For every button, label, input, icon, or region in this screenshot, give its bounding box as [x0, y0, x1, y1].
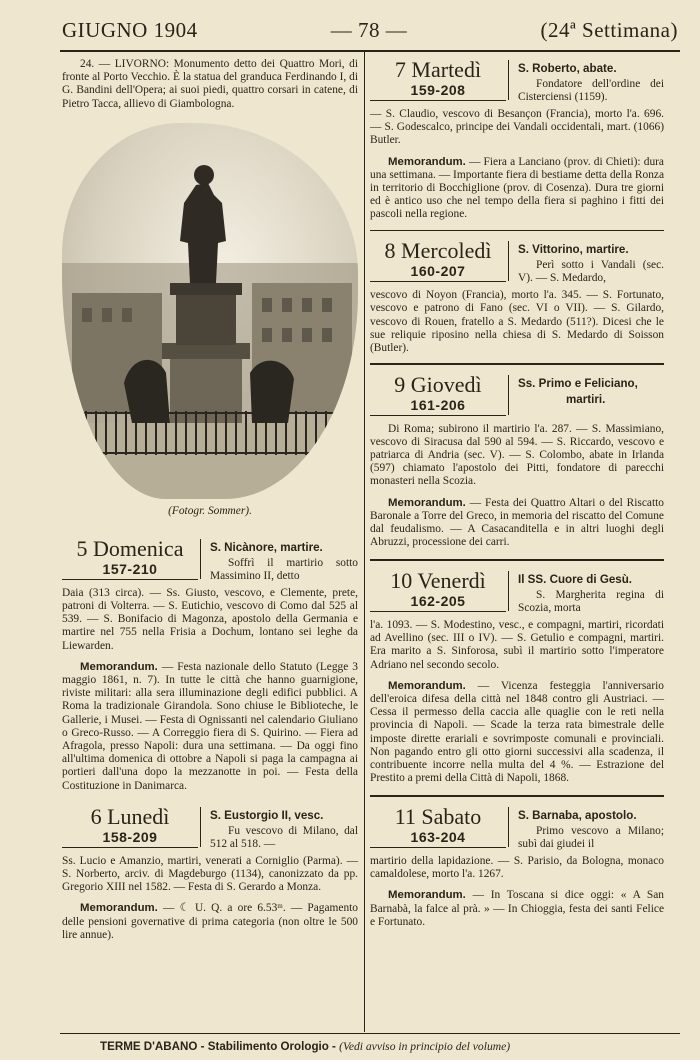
day-8-header [370, 239, 664, 289]
day-5-text: Daia (313 circa). — Ss. Giusto, vescovo, e Clemente, prete, patroni di Volterra. — S. Eutichio, vescovo di Como dal 525 al 539. — S. Bonifacio di Magonza, apostolo della Germania e martire nel 755 nella Frisia a Dochum, lontano sei leghe da Liewarden. [62, 586, 358, 652]
day-5-memo [62, 661, 358, 793]
day-11-memo-text: — In Toscana si dice oggi: « A San Barnabà, la falce al prà. » — In Chioggia, festa dei santi Felice e Fortunato. [370, 889, 664, 928]
day-10-memo-label: Memorandum. [388, 679, 466, 692]
day-6-header [62, 805, 358, 855]
day-5-numbers: 157-210 [102, 560, 158, 577]
day-9-memo [370, 497, 664, 550]
monument-illustration [62, 123, 358, 499]
page-header [62, 18, 678, 48]
day-6-lead: Fu vescovo di Milano, dal 512 al 518. — [210, 824, 358, 851]
day-7-memo [370, 156, 664, 222]
day-10-numbers: 162-205 [410, 592, 466, 609]
day-10-header [370, 569, 664, 619]
day-11-saint: S. Barnaba, apostolo. [518, 808, 637, 822]
page-footer [100, 1040, 680, 1053]
footer-note: (Vedi avviso in principio del volume) [339, 1040, 511, 1053]
week-label: (24ª Settimana) [540, 18, 678, 42]
day-11-header [370, 805, 664, 855]
day-11-memo-label: Memorandum. [388, 889, 466, 902]
day-11-memo [370, 889, 664, 929]
day-11-lead: Primo vescovo a Milano; subì dai giudei il [518, 824, 664, 851]
day-10-lead: S. Margherita regina di Scozia, morta [518, 588, 664, 615]
day-7-header [370, 58, 664, 108]
day-9-saint-line2: martiri. [566, 392, 606, 406]
day-9-separator [370, 559, 664, 561]
day-8-separator [370, 363, 664, 365]
day-10-separator [370, 795, 664, 797]
day-9-numbers: 161-206 [410, 396, 466, 413]
day-10-name: 10 Venerdì [390, 567, 486, 593]
day-6-memo [62, 902, 358, 942]
day-9-header [370, 373, 664, 423]
day-8-numbers: 160-207 [410, 263, 466, 280]
day-10-memo-text: — Vicenza festeggia l'anniversario dell'eroica difesa della città nel 1848 contro gli Austriaci. — Cessa il permesso della caccia alle quaglie con le reti nella provincia di Napoli. — Scade la terza rata bimestrale delle imposte dirette erariali e sovrimposte comunali e provinciali. Non pagando entro gli otto giorni successivi alla scadenza, il contribuente incorre nella multa del 4 %. — Estrazione del Prestito a premi della Città di Napoli, 1868. [370, 679, 664, 785]
day-7-memo-label: Memorandum. [388, 155, 466, 168]
right-column [370, 58, 664, 929]
day-5-saint: S. Nicànore, martire. [210, 540, 323, 554]
day-6-name: 6 Lunedì [90, 803, 170, 829]
day-8-name: 8 Mercoledì [384, 238, 492, 264]
day-9-name: 9 Giovedì [394, 371, 482, 397]
day-11-text: martirio della lapidazione. — S. Parisio, da Bologna, monaco camaldolese, morto l'a. 1267. [370, 854, 664, 881]
day-7-name: 7 Martedì [394, 57, 482, 82]
monument-photo [62, 123, 358, 499]
day-9-saint: Ss. Primo e Feliciano, [518, 376, 638, 390]
day-6-saint: S. Eustorgio II, vesc. [210, 808, 324, 822]
photo-caption: (Fotogr. Sommer). [168, 504, 252, 517]
day-7-saint: S. Roberto, abate. [518, 62, 617, 75]
day-7-text: — S. Claudio, vescovo di Besançon (Francia), morto l'a. 696. — S. Godescalco, principe dei Vandali occidentali, mart. (1066) Butler. [370, 108, 664, 147]
day-7-memo-text: — Fiera a Lanciano (prov. di Chieti): dura una settimana. — Importante fiera di bestiame detta della Ronza in territorio di Bocchiglione (prov. di Cosenza). Dura tre giorni ed è antico uso che nel tempo della fiera si paghino i fitti dei pascoli nella regione. [370, 155, 664, 221]
day-9-memo-text: — Festa dei Quattro Altari o del Riscatto Baronale a Torre del Greco, in memoria del riscatto del Comune dal feudalismo. — A Casacanditella e in altri luoghi degli Abruzzi, processione dei carri. [370, 496, 664, 549]
day-5-memo-text: — Festa nazionale dello Statuto (Legge 3 maggio 1861, n. 7). In tutte le città che hanno guarnigione, riviste militari: alla sera illuminazione degli edifici pubblici. A Roma la tradizionale Girandola. Sono chiuse le Biblioteche, le Gallerie, i Musei. — Festa di Ognissanti nel calendario Giuliano o Greco-Russo. — A Correggio fiera di S. Quirino. — Fiera ad Afragola, presso Napoli: dura una settimana. — Da oggi fino all'ultima domenica di ottobre a Napoli si paga la campagna ai portieri dall'una dopo la mezzanotte in poi. — Festa della Costituzione in Danimarca. [62, 660, 358, 792]
footer-rule [60, 1033, 680, 1034]
day-9-text: Di Roma; subirono il martirio l'a. 287. — S. Massimiano, vescovo di Siracusa dal 590 al 594. — S. Riccardo, vescovo e patriarca di Andria (sec. V). — S. Colombo, abate in Irlanda (597) chiamato l'apostolo dei Pitti, fondatore di parecchi monasteri nella Scozia. [370, 422, 664, 488]
column-divider [364, 52, 365, 1032]
day-10-saint: Il SS. Cuore di Gesù. [518, 572, 633, 586]
day-7-lead: Fondatore dell'ordine dei Cisterciensi (1159). [518, 78, 664, 104]
day-6-text: Ss. Lucio e Amanzio, martiri, venerati a Corniglio (Parma). — S. Norberto, arciv. di Magdeburgo (1134), canonizzato da pp. Gregorio XIII nel 1582. — Festa di S. Gerardo a Monza. [62, 854, 358, 894]
day-8-lead: Perì sotto i Vandali (sec. V). — S. Medardo, [518, 259, 664, 285]
day-9-memo-label: Memorandum. [388, 496, 466, 509]
day-7-numbers: 159-208 [410, 82, 466, 98]
month-year: GIUGNO 1904 [62, 18, 198, 42]
header-rule [60, 50, 680, 52]
day-10-memo [370, 680, 664, 786]
day-6-numbers: 158-209 [102, 828, 158, 845]
day-5-memo-label: Memorandum. [80, 660, 158, 673]
day-11-numbers: 163-204 [410, 828, 466, 845]
page-number: — 78 — [330, 18, 408, 42]
day-11-name: 11 Sabato [394, 803, 482, 829]
day-5-lead: Soffrì il martirio sotto Massimino II, detto [210, 556, 358, 583]
day-7-separator [370, 230, 664, 232]
day-8-text: vescovo di Noyon (Francia), morto l'a. 345. — S. Fortunato, vescovo e patrono di Fano (sec. VI o VII). — S. Gilardo, vescovo di Rouen, fratello a S. Medardo (511?). Dicesi che le sue reliquie riposino nella chiesa di S. Medardo di Soisson (Butler). [370, 289, 664, 354]
day-6-memo-label: Memorandum. [80, 902, 158, 915]
day-10-text: l'a. 1093. — S. Modestino, vesc., e compagni, martiri, ricordati ad Avellino (sec. III o IV). — S. Getulio e compagni, martiri. Era marito a S. Sinforosa, subì il martirio sotto l'imperatore Adriano nel secondo secolo. [370, 618, 664, 671]
day-8-saint: S. Vittorino, martire. [518, 243, 629, 257]
day-5-name: 5 Domenica [76, 535, 184, 561]
monument-intro: 24. — LIVORNO: Monumento detto dei Quattro Mori, di fronte al Porto Vecchio. È la statua del granduca Ferdinando I, di G. Bandini dell'Opera; ai suoi piedi, quattro corsari in catene, di Pietro Tacca, allievo di Giambologna. [62, 58, 358, 110]
day-6-memo-text: — ☾ U. Q. a ore 6.53ᵐ. — Pagamento delle pensioni governative di prima categoria (non oltre le 500 lire annue). [62, 902, 358, 941]
footer-ad: TERME D'ABANO - Stabilimento Orologio - [100, 1040, 336, 1053]
day-5-header [62, 537, 358, 587]
left-column [62, 58, 358, 942]
